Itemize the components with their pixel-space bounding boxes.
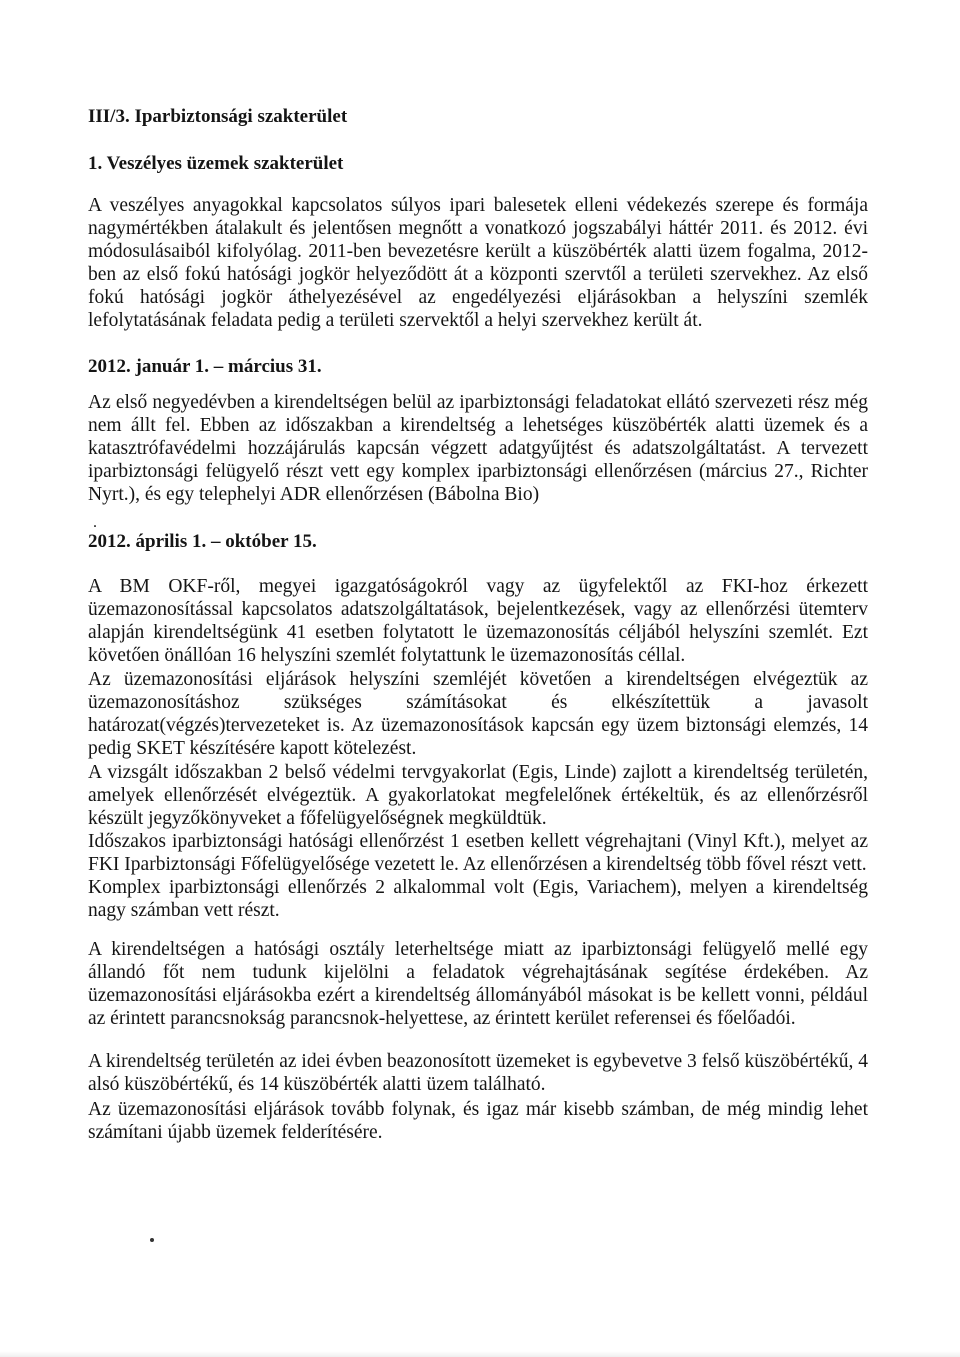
period1-paragraph: Az első negyedévben a kirendeltségen belül az iparbiztonsági feladatokat ellátó szervezeti rész még nem állt fel. Ebben az időszakban a kirendeltség a lehetséges küszöbérték alatti üzemek és a katasztrófavédelmi hozzájárulás kapcsán végzett adatgyűjtést és adatszolgáltatást. A tervezett iparbiztonsági felügyelő részt vett egy komplex iparbiztonsági ellenőrzésen (március 27., Richter Nyrt.), és egy telephelyi ADR ellenőrzésen (Bábolna Bio) xyxy=(88,392,868,505)
summary-paragraph-1: A kirendeltség területén az idei évben beazonosított üzemeket is egybevetve 3 felső küszöbértékű, 4 alsó küszöbértékű, és 14 küszöbérték alatti üzem található. xyxy=(88,1051,868,1095)
intro-paragraph: A veszélyes anyagokkal kapcsolatos súlyos ipari balesetek elleni védekezés szerepe és formája nagymértékben átalakult és jelentősen megnőtt a vonatkozó jogszabályi háttér 2011. és 2012. évi módosulásaiból kifolyólag. 2011-ben bevezetésre került a küszöbérték alatti üzem fogalma, 2012-ben az első fokú hatósági jogkör helyeződött át a központi szervtől a területi szervekhez. Az első fokú hatósági jogkör áthelyezésével az engedélyezési eljárásokban a helyszíni szemlék lefolytatásának feladata pedig a területi szervektől a helyi szervekhez került át. xyxy=(88,195,868,331)
section-title: III/3. Iparbiztonsági szakterület xyxy=(88,106,348,127)
section-subtitle: 1. Veszélyes üzemek szakterület xyxy=(88,153,344,174)
scan-speck xyxy=(150,1238,154,1242)
stray-dot: . xyxy=(93,514,97,531)
period2-label: 2012. április 1. – október 15. xyxy=(88,531,317,552)
staffing-paragraph: A kirendeltségen a hatósági osztály leterheltsége miatt az iparbiztonsági felügyelő mellé egy állandó főt nem tudunk kijelölni a feladatok végrehajtásának segítése érdekében. Az üzemazonosítási eljárásokba ezért a kirendeltség állományából másokat is be kellett vonni, például az érintett parancsnokság parancsnok-helyettese, az érintett kerület referensei és főelőadói. xyxy=(88,939,868,1029)
period2-paragraph-5: Komplex iparbiztonsági ellenőrzés 2 alkalommal volt (Egis, Variachem), melyen a kirendeltség nagy számban vett részt. xyxy=(88,877,868,921)
summary-paragraph-2: Az üzemazonosítási eljárások tovább folynak, és igaz már kisebb számban, de még mindig lehet számítani újabb üzemek felderítésére. xyxy=(88,1099,868,1143)
scan-bottom-edge xyxy=(0,1351,960,1357)
period2-paragraph-2: Az üzemazonosítási eljárások helyszíni szemléjét követően a kirendeltségen elvégeztük az üzemazonosításhoz szükséges számításokat és elkészítettük a javasolt határozat(végzés)tervezeteket is. Az üzemazonosítások kapcsán egy üzem biztonsági elemzés, 14 pedig SKET készítésére kapott kötelezést. xyxy=(88,669,868,759)
period1-label: 2012. január 1. – március 31. xyxy=(88,356,322,377)
period2-paragraph-4: Időszakos iparbiztonsági hatósági ellenőrzést 1 esetben kellett végrehajtani (Vinyl Kft.), melyet az FKI Iparbiztonsági Főfelügyelősége vezetett le. Az ellenőrzésen a kirendeltség több fővel részt vett. xyxy=(88,831,868,875)
period2-paragraph-3: A vizsgált időszakban 2 belső védelmi tervgyakorlat (Egis, Linde) zajlott a kirendeltség területén, amelyek ellenőrzését elvégeztük. A gyakorlatokat megfelelőnek értékeltük, és az ellenőrzésről készült jegyzőkönyveket a főfelügyelőségnek megküldtük. xyxy=(88,762,868,829)
period2-paragraph-1: A BM OKF-ről, megyei igazgatóságokról vagy az ügyfelektől az FKI-hoz érkezett üzemazonosítással kapcsolatos adatszolgáltatások, bejelentkezések, vagy az ellenőrzési ütemterv alapján kirendeltségünk 41 esetben folytatott le üzemazonosítás céljából helyszíni szemlét. Ezt követően önállóan 16 helyszíni szemlét folytattunk le üzemazonosítás céllal. xyxy=(88,576,868,666)
